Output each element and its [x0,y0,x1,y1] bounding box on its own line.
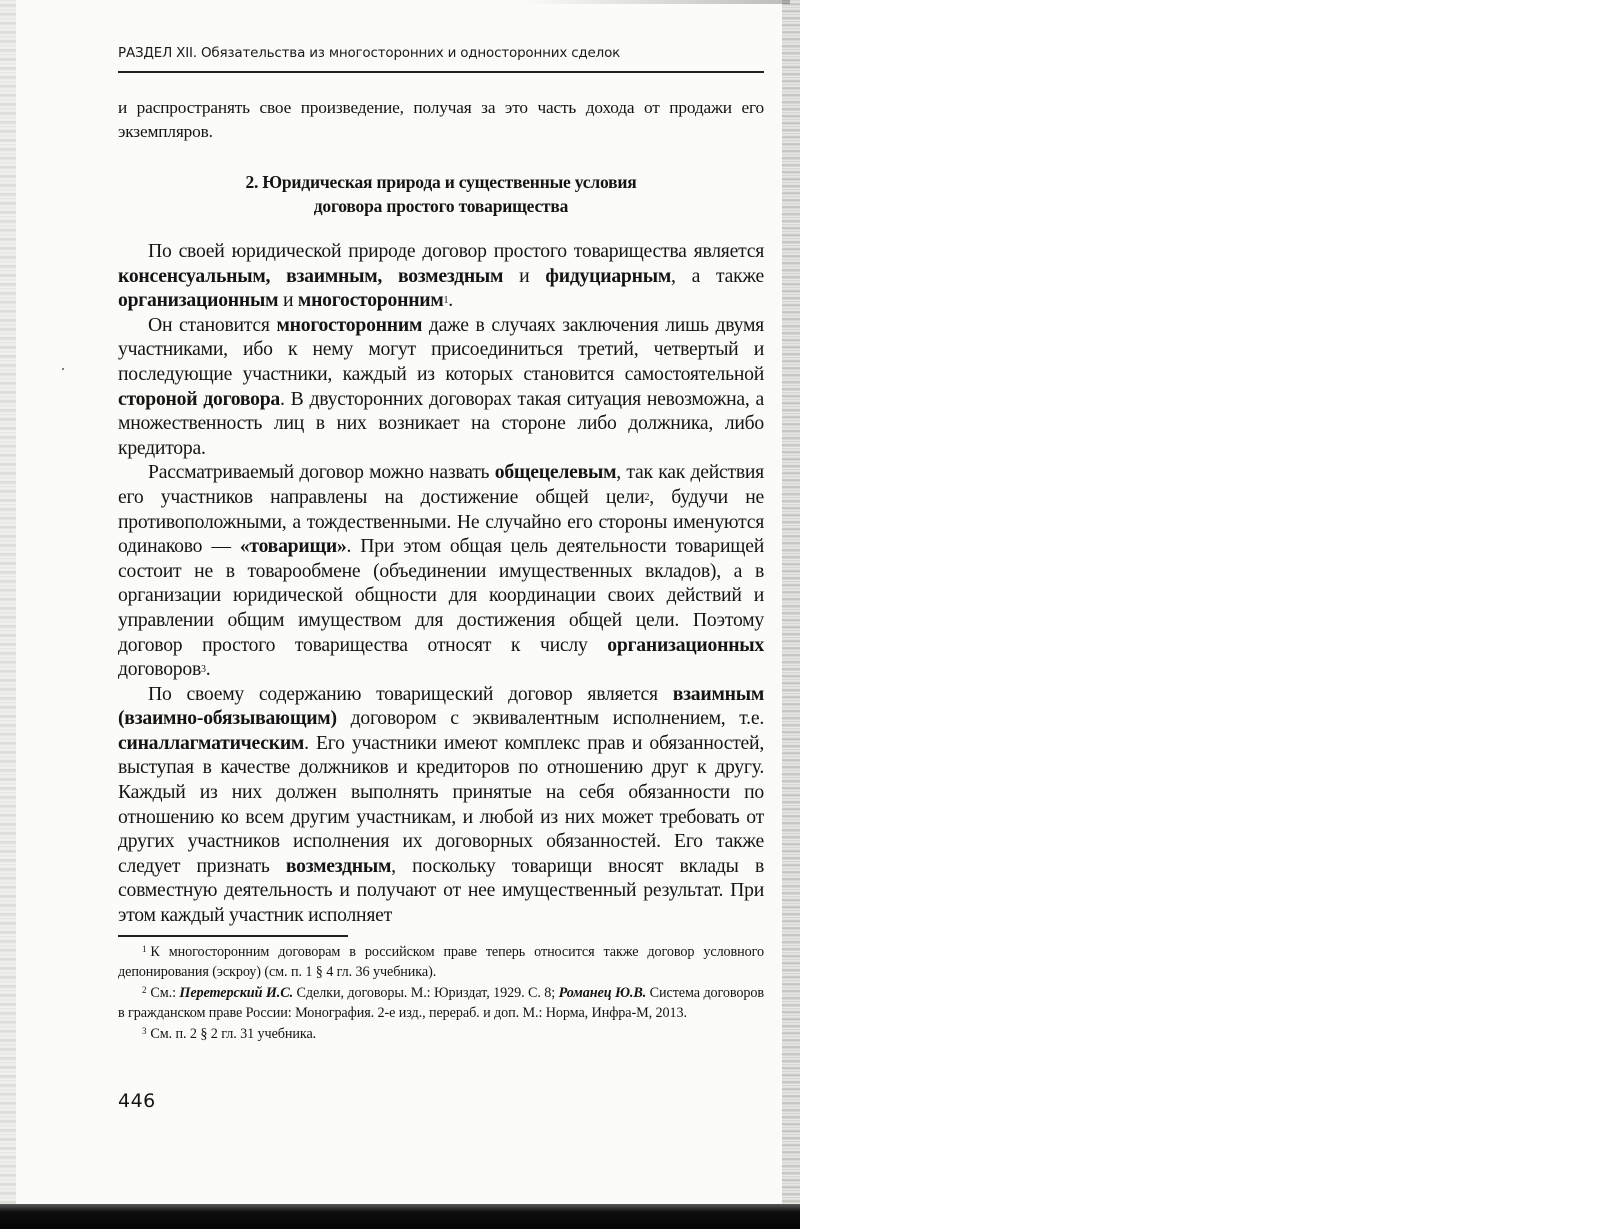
bold-term: синаллагматическим [118,731,305,754]
bold-term: многосторонним [276,313,423,336]
section-title [118,170,764,218]
scan-bottom-shadow [0,1204,800,1229]
footnote [118,1024,764,1044]
footnote-rule [118,935,348,937]
body-paragraph [118,239,764,313]
left-page-edge [0,0,16,1229]
text-run: . [448,289,453,312]
text-run: даже в случаях заключения лишь двумя участниками, ибо к нему могут присоединиться третий, четвертый и последующие участники, каждый из которых становится самостоятельной [118,313,764,385]
bold-term: «товарищи» [239,535,347,558]
text-run: . Его участники имеют комплекс прав и обязанностей, выступая в качестве должников и кредиторов по отношению друг к другу. Каждый из них должен выполнять принятые на себя обязанности по отношению ко всем другим участникам, и любой из них может требовать от других участников исполнения их договорных обязанностей. Его также следует признать [118,731,764,877]
text-run: и [278,289,298,312]
top-edge-shadow [520,0,790,4]
footnotes [118,942,764,1044]
text-run: Рассматриваемый договор можно назвать [148,461,495,484]
bold-term: стороной договора [118,387,281,410]
bold-term: многосторонним [297,289,444,312]
text-run: См. п. 2 § 2 гл. 31 учебника. [150,1025,317,1042]
text-run: , так как действия его участников направлены на достижение общей цели [118,461,764,508]
page-number: 446 [118,1090,156,1112]
text-run: , будучи не противоположными, а тождественными. Не случайно его стороны именуются одинаково — [118,485,764,558]
section-title-line-1: 2. Юридическая природа и существенные условия [245,172,637,192]
section-title-line-2: договора простого товарищества [313,196,569,216]
intro-text [118,96,764,143]
text-run: . При этом общая цель деятельности товарищей состоит не в товарообмене (объединении имущественных вкладов), а в организации юридической общности для координации своих действий и управлении общим имуществом для достижения общей цели. Поэтому договор простого товарищества относят к числу [118,535,764,656]
text-run: Сделки, договоры. М.: Юриздат, 1929. С. 8; [293,984,559,1001]
bold-term: Романец Ю.В. [558,984,647,1001]
text-run: К многосторонним договорам в российском праве теперь относится также договор условного депонирования (эскроу) (см. п. 1 § 4 гл. 36 учебника). [118,944,764,981]
text-run: , поскольку товарищи вносят вклады в совместную деятельность и получают от нее имущественный результат. При этом каждый участник исполняет [118,854,764,927]
header-rule [118,71,764,73]
footnote-number: 2 [142,984,147,995]
footnote [118,942,764,983]
text-run: и [503,264,546,287]
text-run: По своему содержанию товарищеский договор является [148,682,673,705]
text-run: . В двусторонних договорах такая ситуация невозможна, а множественность лиц в них возникает на стороне либо должника, либо кредитора. [118,387,764,459]
text-run: договором с эквивалентным исполнением, т.е. [336,707,764,730]
body-paragraph [118,682,764,928]
text-run: Система договоров в гражданском праве России: Монография. 2-е изд., перераб. и доп. М.: Норма, Инфра-М, 2013. [118,984,764,1022]
intro-paragraph: и распространять свое произведение, получая за это часть дохода от продажи его экземпляров. [118,98,764,141]
text-run: договоров [118,658,202,681]
footnote-ref: 2 [644,491,650,503]
body-paragraph [118,460,764,681]
footnote [118,983,764,1024]
right-page-gutter [782,0,800,1229]
main-text [118,239,764,928]
scan-speck [62,368,64,370]
bold-term: возмездным [285,854,392,877]
text-run: . [205,658,211,681]
body-paragraph [118,313,764,461]
bold-term: организационных [607,633,764,656]
text-run: По своей юридической природе договор простого товарищества является [148,240,764,262]
text-run: , а также [670,264,764,287]
bold-term: взаимным (взаимно-обязывающим) [118,682,764,730]
bold-term: организационным [118,289,279,312]
footnote-ref: 1 [443,295,449,307]
bold-term: Перетерский И.С. [179,984,294,1001]
bold-term: общецелевым [494,461,617,484]
bold-term: консенсуальным, взаимным, возмездным [118,264,504,287]
running-head: РАЗДЕЛ XII. Обязательства из многосторонних и односторонних сделок [118,45,621,61]
footnote-ref: 3 [201,664,206,676]
footnote-number: 1 [142,944,147,954]
bold-term: фидуциарным [545,264,671,287]
text-run: Он становится [148,313,277,336]
text-run: См.: [150,984,180,1001]
footnote-number: 3 [142,1025,147,1036]
